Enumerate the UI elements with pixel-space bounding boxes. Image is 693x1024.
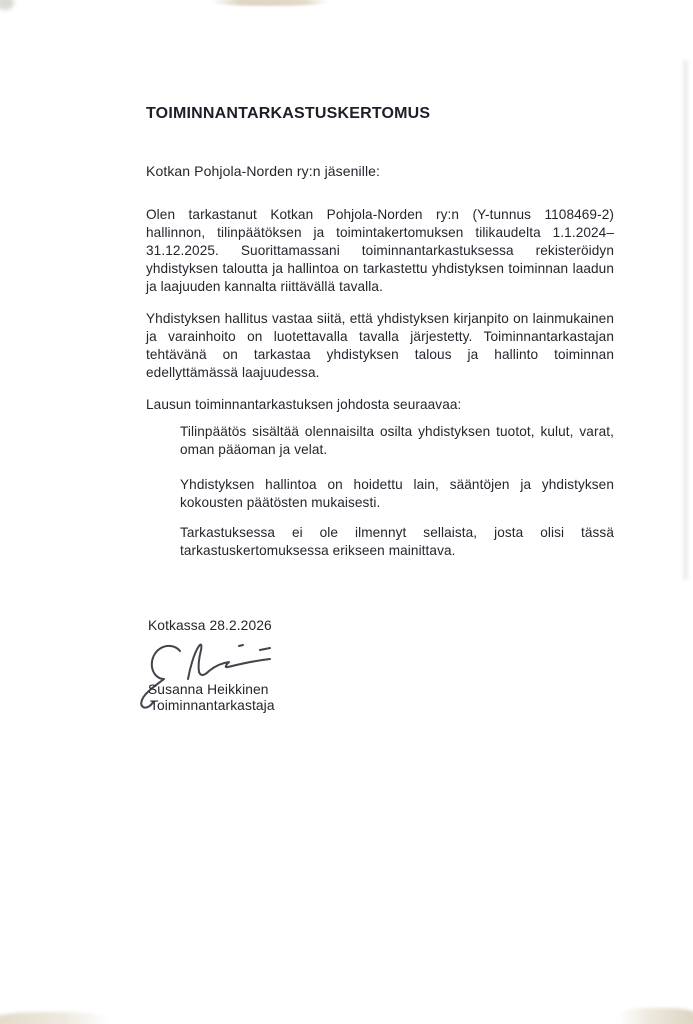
scan-edge-shadow <box>683 60 688 580</box>
statement-lead-in: Lausun toiminnantarkastuksen johdosta seuraavaa: <box>146 397 462 412</box>
finding-administration: Yhdistyksen hallintoa on hoidettu lain, sääntöjen ja yhdistyksen kokousten päätösten mukaisesti. <box>180 477 614 510</box>
finding-no-remarks: Tarkastuksessa ei ole ilmennyt sellaista, josta olisi tässä tarkastuskertomuksessa erikseen mainittava. <box>180 525 614 558</box>
signer-title: Toiminnantarkastaja <box>150 698 275 713</box>
document-title: TOIMINNANTARKASTUSKERTOMUS <box>146 105 431 122</box>
dateline: Kotkassa 28.2.2026 <box>148 618 272 633</box>
signer-name: Susanna Heikkinen <box>148 682 269 697</box>
scan-smudge-bottom-right <box>618 1008 693 1024</box>
signature-stroke-dot <box>239 645 243 646</box>
scan-smudge-top <box>210 0 330 6</box>
signature-stroke-loop <box>141 646 180 708</box>
scan-smudge-top-left <box>0 0 14 10</box>
signature-stroke-tail <box>199 659 270 675</box>
finding-financial-statements: Tilinpäätös sisältää olennaisilta osilta yhdistyksen tuotot, kulut, varat, oman pääoman ja velat. <box>180 424 614 457</box>
salutation: Kotkan Pohjola-Norden ry:n jäsenille: <box>146 163 381 179</box>
paragraph-responsibility: Yhdistyksen hallitus vastaa siitä, että yhdistyksen kirjanpito on lainmukainen ja varainhoito on luotettavalla tavalla järjestetty. Toiminnantarkastajan tehtävänä on tarkastaa yhdistyksen talous ja hallinto toiminnan edellyttämässä laajuudessa. <box>146 311 614 380</box>
paragraph-scope: Olen tarkastanut Kotkan Pohjola-Norden ry:n (Y-tunnus 1108469-2) hallinnon, tilinpäätöksen ja toimintakertomuksen tilikaudelta 1.1.2024–31.12.2025. Suorittamassani toiminnantarkastuksessa rekisteröidyn yhdistyksen taloutta ja hallintoa on tarkastettu yhdistyksen toiminnan laadun ja laajuuden kannalta riittävällä tavalla. <box>146 207 614 294</box>
signature-stroke-dash <box>260 648 270 650</box>
scan-smudge-bottom-left <box>0 1012 110 1024</box>
signature-image <box>130 635 290 715</box>
